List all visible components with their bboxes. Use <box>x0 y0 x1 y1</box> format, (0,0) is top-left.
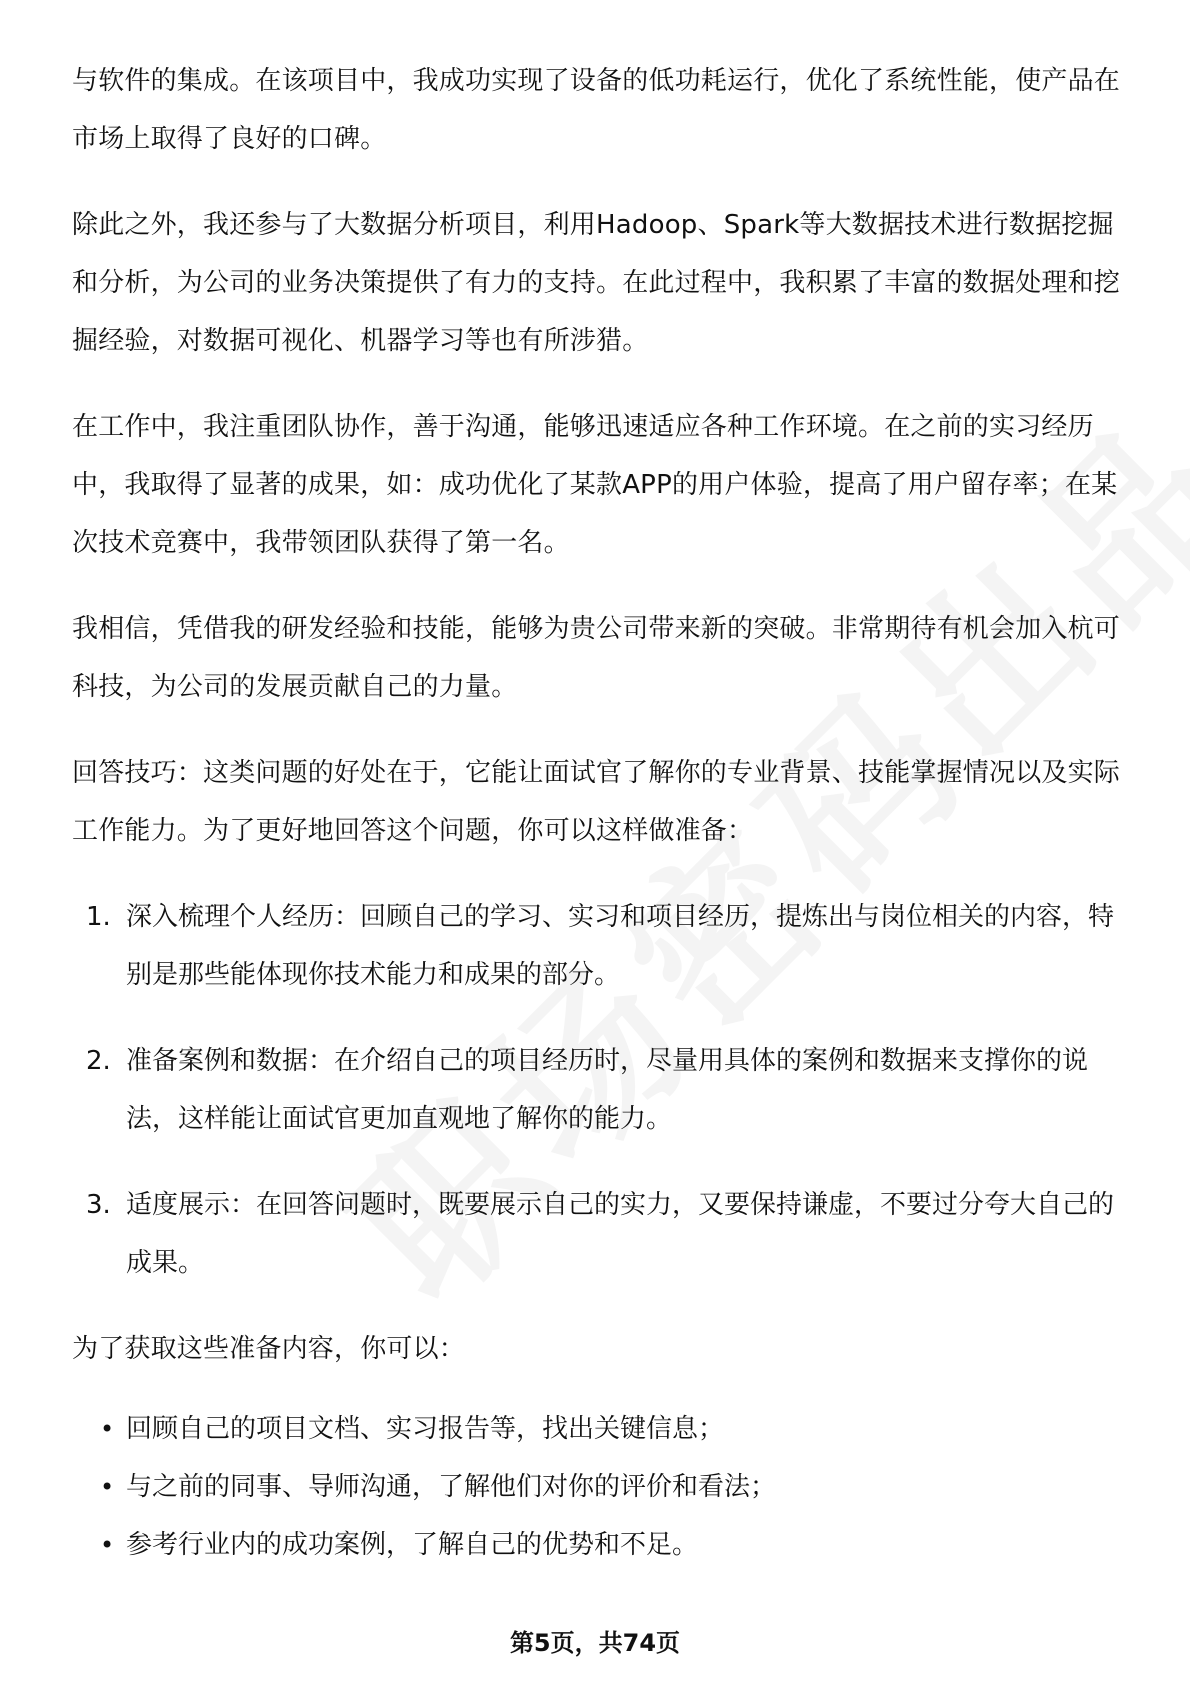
bullet-icon: • <box>100 1473 115 1501</box>
bullet-list-item <box>72 1400 1122 1458</box>
bullet-icon: • <box>100 1415 115 1443</box>
paragraph: 与软件的集成。在该项目中，我成功实现了设备的低功耗运行，优化了系统性能，使产品在市场上取得了良好的口碑。 <box>72 66 1121 154</box>
bullet-list-item <box>72 1458 1122 1516</box>
list-item-text: 适度展示：在回答问题时，既要展示自己的实力，又要保持谦虚，不要过分夸大自己的成果。 <box>126 1190 1115 1278</box>
numbered-list-item <box>72 888 1122 1004</box>
paragraph: 在工作中，我注重团队协作，善于沟通，能够迅速适应各种工作环境。在之前的实习经历中，我取得了显著的成果，如：成功优化了某款APP的用户体验，提高了用户留存率；在某次技术竞赛中，我带领团队获得了第一名。 <box>72 412 1118 558</box>
list-item-text: 深入梳理个人经历：回顾自己的学习、实习和项目经历，提炼出与岗位相关的内容，特别是那些能体现你技术能力和成果的部分。 <box>126 902 1115 990</box>
numbered-list-item <box>72 1176 1122 1292</box>
bullet-list-item <box>72 1516 1122 1574</box>
paragraph: 回答技巧：这类问题的好处在于，它能让面试官了解你的专业背景、技能掌握情况以及实际工作能力。为了更好地回答这个问题，你可以这样做准备： <box>72 758 1121 846</box>
document-body <box>72 52 1122 1574</box>
list-item-text: 参考行业内的成功案例，了解自己的优势和不足。 <box>126 1530 699 1560</box>
page-footer: 第5页，共74页 <box>509 1629 681 1657</box>
list-number: 1. <box>86 902 111 932</box>
list-number: 3. <box>86 1190 111 1220</box>
bullet-icon: • <box>100 1531 115 1559</box>
paragraph: 我相信，凭借我的研发经验和技能，能够为贵公司带来新的突破。非常期待有机会加入杭可科技，为公司的发展贡献自己的力量。 <box>72 614 1121 702</box>
list-item-text: 准备案例和数据：在介绍自己的项目经历时，尽量用具体的案例和数据来支撑你的说法，这样能让面试官更加直观地了解你的能力。 <box>126 1046 1089 1134</box>
paragraph: 为了获取这些准备内容，你可以： <box>72 1334 466 1364</box>
list-item-text: 回顾自己的项目文档、实习报告等，找出关键信息； <box>126 1414 725 1444</box>
list-item-text: 与之前的同事、导师沟通，了解他们对你的评价和看法； <box>126 1472 777 1502</box>
list-number: 2. <box>86 1046 111 1076</box>
paragraph: 除此之外，我还参与了大数据分析项目，利用Hadoop、Spark等大数据技术进行数据挖掘和分析，为公司的业务决策提供了有力的支持。在此过程中，我积累了丰富的数据处理和挖掘经验，对数据可视化、机器学习等也有所涉猎。 <box>72 210 1121 356</box>
numbered-list-item <box>72 1032 1122 1148</box>
